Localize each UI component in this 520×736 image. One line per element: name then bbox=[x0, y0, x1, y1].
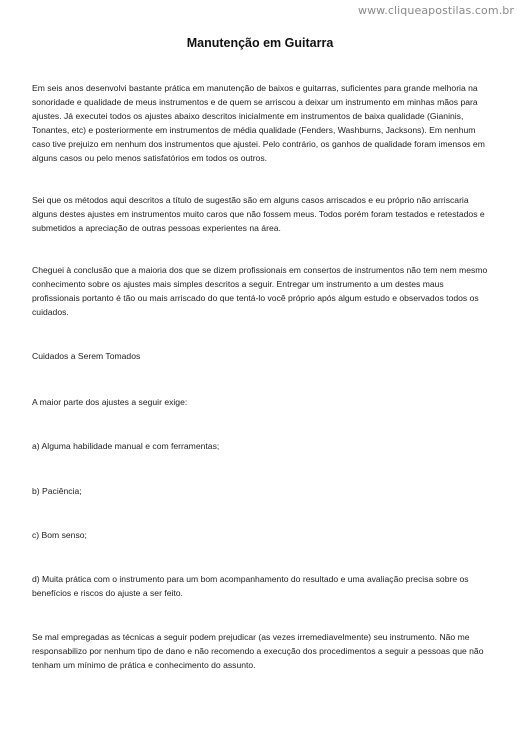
list-item-d bbox=[32, 572, 490, 600]
site-watermark: www.cliqueapostilas.com.br bbox=[357, 4, 514, 17]
paragraph-text: Em seis anos desenvolvi bastante prática em manutenção de baixos e guitarras, suficientes para grande melhoria na sonoridade e qualidade de meus instrumentos e de quem se arriscou a deixar um instrumento em minhas mãos para ajustes. Já executei todos os ajustes abaixo descritos inicialmente em instrumentos de baixa qualidade (Gianinis, Tonantes, etc) e posteriormente em instrumentos de média qualidade (Fenders, Washburns, Jacksons). Em nenhum caso tive prejuizo em nenhum dos instrumentos que ajustei. Pelo contrário, os ganhos de qualidade foram imensos em alguns casos ou pelo menos satisfatórios em todos os outros. bbox=[32, 83, 485, 163]
list-item-text: a) Alguma habilidade manual e com ferramentas; bbox=[32, 441, 220, 451]
list-item-a bbox=[32, 439, 490, 453]
paragraph-text: Sei que os métodos aqui descritos a título de sugestão são em alguns casos arriscados e eu próprio não arriscaria alguns destes ajustes em instrumentos muito caros que não fossem meus. Todos porém foram testados e retestados e submetidos a apreciação de outras pessoas experientes na área. bbox=[32, 195, 485, 233]
paragraph-disclaimer bbox=[32, 630, 490, 672]
list-item-text: b) Paciência; bbox=[32, 486, 82, 496]
paragraph-text: A maior parte dos ajustes a seguir exige: bbox=[32, 397, 188, 407]
paragraph-intro bbox=[32, 81, 490, 165]
page-title: Manutenção em Guitarra bbox=[186, 36, 334, 50]
section-heading-text: Cuidados a Serem Tomados bbox=[32, 351, 141, 361]
section-heading bbox=[32, 349, 490, 363]
paragraph-text: Cheguei à conclusão que a maioria dos que se dizem profissionais em consertos de instrumentos não tem nem mesmo conhecimento sobre os ajustes mais simples descritos a seguir. Entregar um instrumento a um destes maus profissionais portanto é tão ou mais arriscado do que tentá-lo você próprio após algum estudo e observados todos os cuidados. bbox=[32, 265, 488, 317]
paragraph-methods bbox=[32, 193, 490, 235]
list-item-text: c) Bom senso; bbox=[32, 530, 87, 540]
paragraph-text: Se mal empregadas as técnicas a seguir podem prejudicar (as vezes irremediavelmente) seu instrumento. Não me responsabilizo por nenhum tipo de dano e não recomendo a execução dos procedimentos a seguir a pessoas que não tenham um mínimo de prática e conhecimento do assunto. bbox=[32, 632, 484, 670]
list-item-text: d) Muita prática com o instrumento para um bom acompanhamento do resultado e uma avaliação precisa sobre os benefícios e riscos do ajuste a ser feito. bbox=[32, 574, 469, 598]
list-item-c bbox=[32, 528, 490, 542]
requirements-intro bbox=[32, 395, 490, 409]
list-item-b bbox=[32, 484, 490, 498]
paragraph-conclusion bbox=[32, 263, 490, 319]
